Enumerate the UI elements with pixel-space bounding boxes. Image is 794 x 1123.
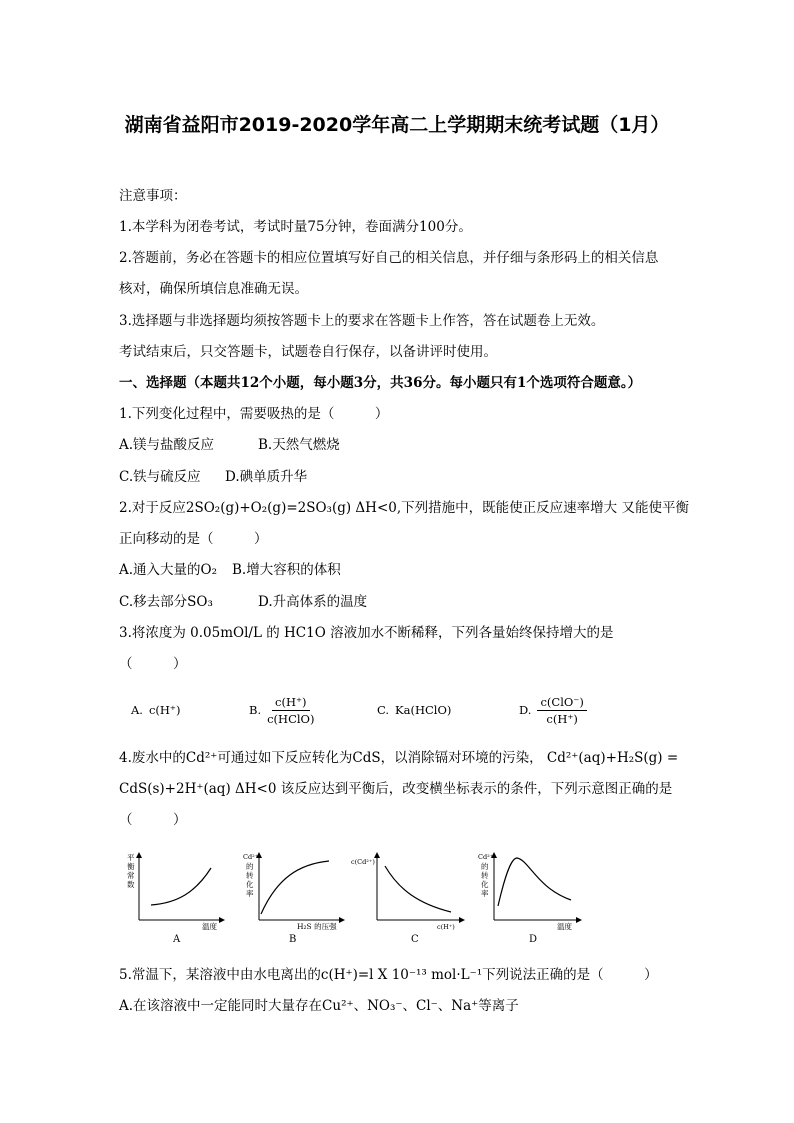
q4-stem-2: CdS(s)+2H⁺(aq) ΔH<0 该反应达到平衡后，改变横坐标表示的条件，下列示意图正确的是 xyxy=(119,781,673,797)
q3-b-denominator: c(HClO) xyxy=(267,711,315,726)
q3-option-b xyxy=(249,688,314,732)
notice-2-cont: 核对，确保所填信息准确无误。 xyxy=(119,281,308,297)
q3-b-label: B. xyxy=(249,703,262,717)
graph-d-curve xyxy=(498,858,571,906)
graph-b-ylabel-1: Cd²⁺ xyxy=(243,853,259,861)
q1-option-b: B.天然气燃烧 xyxy=(258,437,340,453)
section-heading: 一、选择题（本题共12个小题，每小题3分，共36分。每小题只有1个选项符合题意。） xyxy=(119,375,642,391)
q2-stem-1: 2.对于反应2SO₂(g)+O₂(g)=2SO₃(g) ΔH<0,下列措施中，既能使正反应速率增大 又能使平衡 xyxy=(119,500,689,516)
q4-stem-3: （ ） xyxy=(119,812,187,828)
graph-d xyxy=(478,853,581,945)
graph-c-xlabel: c(H⁺) xyxy=(437,923,455,931)
q4-graphs xyxy=(119,848,599,948)
q5-stem: 5.常温下，某溶液中由水电离出的c(H⁺)=l X 10⁻¹³ mol·L⁻¹下列说法正确的是（ ） xyxy=(119,967,658,983)
graph-d-letter: D xyxy=(529,934,538,945)
q3-option-a xyxy=(131,688,180,732)
notice-3: 3.选择题与非选择题均须按答题卡上的要求在答题卡上作答，答在试题卷上无效。 xyxy=(119,313,605,329)
q1-option-d: D.碘单质升华 xyxy=(225,469,308,485)
q4-graphs-svg xyxy=(119,848,599,948)
graph-a xyxy=(127,853,224,945)
q2-option-b: B.增大容积的体积 xyxy=(232,562,341,578)
graph-d-ylabel-2: 的 xyxy=(481,862,489,871)
graph-c-curve xyxy=(385,866,451,912)
q4-stem-1: 4.废水中的Cd²⁺可通过如下反应转化为CdS，以消除镉对环境的污染， Cd²⁺(aq)+H₂S(g) = xyxy=(119,750,679,766)
notice-1: 1.本学科为闭卷考试，考试时量75分钟，卷面满分100分。 xyxy=(119,219,472,235)
graph-b-ylabel-2: 的 xyxy=(246,862,254,871)
q3-stem-1: 3.将浓度为 0.05mOl/L 的 HC1O 溶液加水不断稀释，下列各量始终保持增大的是 xyxy=(119,625,614,641)
graph-a-curve xyxy=(151,868,211,905)
graph-a-ylabel-2: 衡 xyxy=(127,862,135,871)
q1-stem: 1.下列变化过程中，需要吸热的是（ ） xyxy=(119,406,389,422)
q3-a-label: A. xyxy=(131,703,143,717)
q2-option-c: C.移去部分SO₃ xyxy=(119,594,213,610)
q1-option-a: A.镁与盐酸反应 xyxy=(119,437,215,453)
graph-b xyxy=(243,853,344,945)
graph-d-xlabel: 温度 xyxy=(557,922,572,931)
q3-d-fraction xyxy=(537,694,586,727)
q3-d-numerator: c(ClO⁻) xyxy=(537,694,586,711)
q3-b-fraction xyxy=(267,694,314,727)
graph-b-ylabel-3: 转 xyxy=(246,871,254,880)
graph-a-letter: A xyxy=(173,934,181,945)
q2-option-a: A.通入大量的O₂ xyxy=(119,562,218,578)
q3-d-label: D. xyxy=(519,703,532,717)
q3-options xyxy=(119,688,679,732)
graph-d-ylabel-5: 率 xyxy=(481,889,489,898)
graph-d-ylabel-3: 转 xyxy=(481,871,489,880)
graph-b-letter: B xyxy=(289,934,297,945)
notice-2: 2.答题前，务必在答题卡的相应位置填写好自己的相关信息，并仔细与条形码上的相关信息 xyxy=(119,250,659,266)
q2-stem-2: 正向移动的是（ ） xyxy=(119,531,268,547)
q2-option-d: D.升高体系的温度 xyxy=(258,594,368,610)
q3-c-label: C. xyxy=(377,703,390,717)
graph-d-ylabel-4: 化 xyxy=(481,880,489,889)
q3-a-expr: c(H⁺) xyxy=(148,703,181,717)
graph-c-letter: C xyxy=(411,934,419,945)
q3-c-expr: Ka(HClO) xyxy=(395,703,452,717)
graph-d-ylabel-1: Cd²⁺ xyxy=(478,853,494,861)
q3-b-numerator: c(H⁺) xyxy=(272,694,310,711)
graph-b-ylabel-4: 化 xyxy=(246,880,254,889)
graph-a-xlabel: 温度 xyxy=(202,922,217,931)
q3-stem-2: （ ） xyxy=(119,656,187,672)
graph-a-ylabel-4: 数 xyxy=(127,880,135,889)
q1-option-c: C.铁与硫反应 xyxy=(119,469,201,485)
q3-option-d xyxy=(519,688,587,732)
graph-c-ylabel: c(Cd²⁺) xyxy=(351,858,375,866)
graph-a-ylabel-1: 平 xyxy=(127,853,135,862)
q3-d-denominator: c(H⁺) xyxy=(546,711,578,726)
q5-option-a: A.在该溶液中一定能同时大量存在Cu²⁺、NO₃⁻、Cl⁻、Na⁺等离子 xyxy=(119,998,519,1014)
graph-b-ylabel-5: 率 xyxy=(246,889,254,898)
notice-label: 注意事项： xyxy=(119,188,187,204)
exam-title: 湖南省益阳市2019-2020学年高二上学期期末统考试题（1月） xyxy=(124,114,670,136)
graph-c xyxy=(351,853,464,945)
q3-option-c xyxy=(377,688,451,732)
graph-b-xlabel: H₂S 的压强 xyxy=(297,922,337,931)
graph-a-ylabel-3: 常 xyxy=(127,871,135,880)
notice-4: 考试结束后，只交答题卡，试题卷自行保存，以备讲评时使用。 xyxy=(119,344,497,360)
graph-b-curve xyxy=(261,861,329,914)
